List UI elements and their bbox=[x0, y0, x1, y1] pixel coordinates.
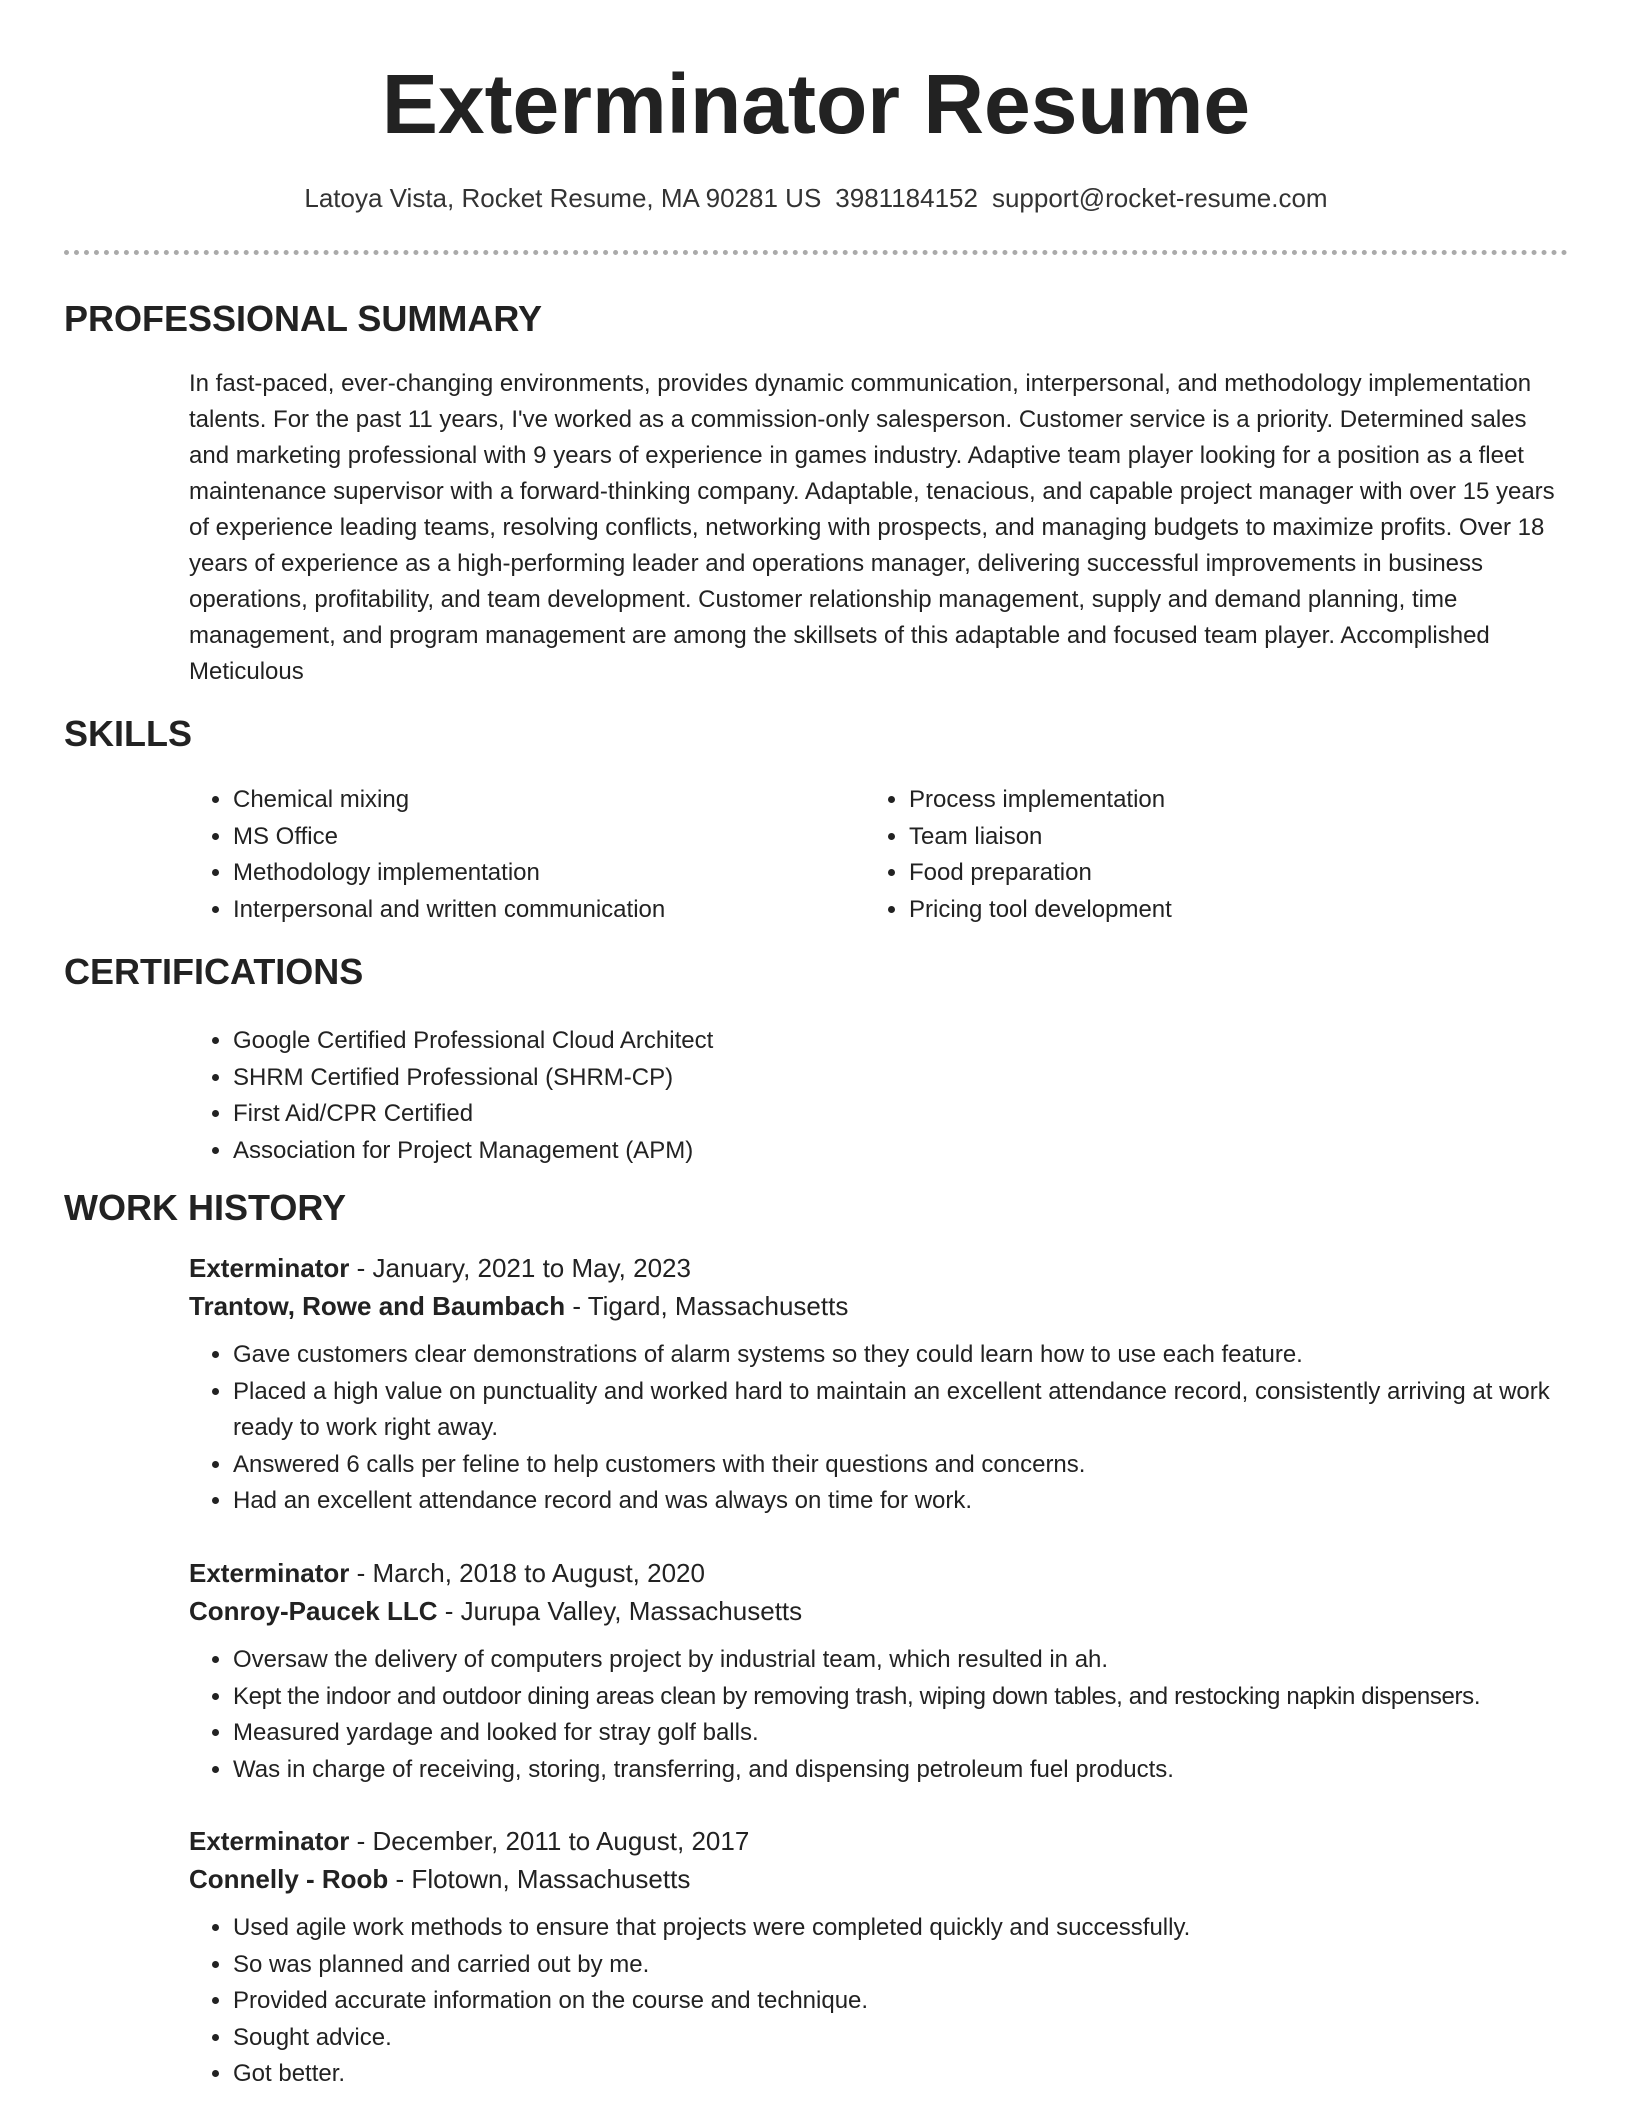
job-title-line bbox=[189, 1554, 1579, 1592]
job-duty: • Used agile work methods to ensure that projects were completed quickly and successfully. bbox=[233, 1910, 1579, 1947]
job-location: - Flotown, Massachusetts bbox=[388, 1864, 691, 1894]
job-duty: • Measured yardage and looked for stray golf balls. bbox=[233, 1715, 1579, 1752]
job-duties-list bbox=[189, 1642, 1579, 1788]
job-duties-list bbox=[189, 1910, 1579, 2093]
job-company: Connelly - Roob bbox=[189, 1864, 389, 1894]
skill-item: • MS Office bbox=[233, 819, 665, 856]
job-duty: • Was in charge of receiving, storing, transferring, and dispensing petroleum fuel products. bbox=[233, 1752, 1579, 1789]
job-duty: • Placed a high value on punctuality and worked hard to maintain an excellent attendance record, consistently arriving at work ready to work right away. bbox=[233, 1374, 1579, 1447]
summary-heading: PROFESSIONAL SUMMARY bbox=[64, 298, 543, 339]
job-location: - Tigard, Massachusetts bbox=[565, 1291, 849, 1321]
job-company: Trantow, Rowe and Baumbach bbox=[189, 1291, 566, 1321]
work-history-heading: WORK HISTORY bbox=[64, 1187, 347, 1228]
job-duty: • Sought advice. bbox=[233, 2020, 1579, 2057]
contact-email: support@rocket-resume.com bbox=[991, 183, 1328, 213]
skills-right-column bbox=[865, 782, 1172, 928]
skill-item: • Chemical mixing bbox=[233, 782, 665, 819]
job-duty: • So was planned and carried out by me. bbox=[233, 1947, 1579, 1984]
certification-item: • Association for Project Management (APM) bbox=[233, 1133, 713, 1170]
skill-item: • Process implementation bbox=[909, 782, 1172, 819]
job-location: - Jurupa Valley, Massachusetts bbox=[437, 1596, 803, 1626]
job-title-line bbox=[189, 1822, 1579, 1860]
contact-phone: 3981184152 bbox=[835, 183, 978, 213]
job-duty: • Kept the indoor and outdoor dining areas clean by removing trash, wiping down tables, and restocking napkin dispensers. bbox=[233, 1679, 1579, 1716]
job-title: Exterminator bbox=[189, 1253, 350, 1283]
skill-item: • Pricing tool development bbox=[909, 892, 1172, 929]
skill-item: • Interpersonal and written communication bbox=[233, 892, 665, 929]
job-dates: - December, 2011 to August, 2017 bbox=[349, 1826, 750, 1856]
skill-item: • Methodology implementation bbox=[233, 855, 665, 892]
header-divider bbox=[64, 250, 1568, 255]
job-duty: • Got better. bbox=[233, 2056, 1579, 2093]
skills-right-list bbox=[865, 782, 1172, 928]
contact-address: Latoya Vista, Rocket Resume, MA 90281 US bbox=[304, 183, 822, 213]
contact-line bbox=[0, 180, 1632, 216]
resume-title: Exterminator Resume bbox=[381, 57, 1251, 151]
job-company-line bbox=[189, 1592, 1579, 1630]
job-dates: - March, 2018 to August, 2020 bbox=[349, 1558, 705, 1588]
certification-item: • Google Certified Professional Cloud Architect bbox=[233, 1023, 713, 1060]
certifications-column bbox=[189, 1023, 713, 1169]
skill-item: • Food preparation bbox=[909, 855, 1172, 892]
certifications-list bbox=[189, 1023, 713, 1169]
job-entry bbox=[189, 1554, 1579, 1788]
job-title-line bbox=[189, 1249, 1579, 1287]
skill-item: • Team liaison bbox=[909, 819, 1172, 856]
job-duties-list bbox=[189, 1337, 1579, 1520]
certification-item: • First Aid/CPR Certified bbox=[233, 1096, 713, 1133]
certifications-heading: CERTIFICATIONS bbox=[64, 951, 364, 992]
job-entry bbox=[189, 1822, 1579, 2093]
job-company: Conroy-Paucek LLC bbox=[189, 1596, 438, 1626]
job-title: Exterminator bbox=[189, 1558, 350, 1588]
skills-left-list bbox=[189, 782, 665, 928]
job-duty: • Provided accurate information on the course and technique. bbox=[233, 1983, 1579, 2020]
skills-heading: SKILLS bbox=[64, 713, 193, 754]
job-entry bbox=[189, 1249, 1579, 1520]
job-duty: • Had an excellent attendance record and was always on time for work. bbox=[233, 1483, 1579, 1520]
job-company-line bbox=[189, 1860, 1579, 1898]
summary-text: In fast-paced, ever-changing environments, provides dynamic communication, interpersonal, and methodology implementation talents. For the past 11 years, I've worked as a commission-only salesperson. Customer service is a priority. Determined sales and marketing professional with 9 years of experience in games industry. Adaptive team player looking for a position as a fleet maintenance supervisor with a forward-thinking company. Adaptable, tenacious, and capable project manager with over 15 years of experience leading teams, resolving conflicts, networking with prospects, and managing budgets to maximize profits. Over 18 years of experience as a high-performing leader and operations manager, delivering successful improvements in business operations, profitability, and team development. Customer relationship management, supply and demand planning, time management, and program management are among the skillsets of this adaptable and focused team player. Accomplished Meticulous bbox=[189, 370, 1555, 685]
certification-item: • SHRM Certified Professional (SHRM-CP) bbox=[233, 1060, 713, 1097]
job-duty: • Oversaw the delivery of computers project by industrial team, which resulted in ah. bbox=[233, 1642, 1579, 1679]
job-duty: • Gave customers clear demonstrations of alarm systems so they could learn how to use each feature. bbox=[233, 1337, 1579, 1374]
job-title: Exterminator bbox=[189, 1826, 350, 1856]
job-company-line bbox=[189, 1287, 1579, 1325]
job-duty: • Answered 6 calls per feline to help customers with their questions and concerns. bbox=[233, 1447, 1579, 1484]
job-dates: - January, 2021 to May, 2023 bbox=[349, 1253, 691, 1283]
skills-left-column bbox=[189, 782, 665, 928]
